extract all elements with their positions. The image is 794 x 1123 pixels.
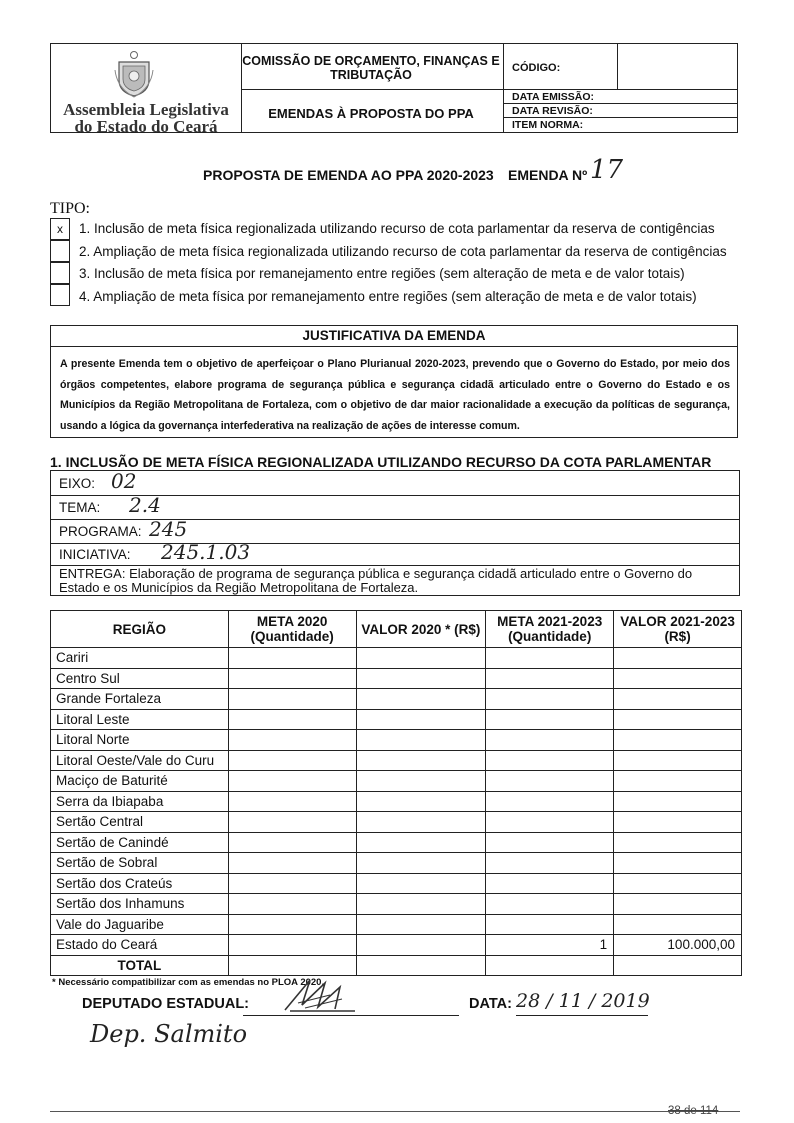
meta-2021-2023-cell[interactable]	[486, 648, 614, 669]
valor-2020-cell[interactable]	[356, 894, 486, 915]
valor-2021-2023-cell[interactable]	[614, 873, 742, 894]
header-box	[50, 43, 738, 136]
meta-2021-2023-cell[interactable]	[486, 812, 614, 833]
committee-name: COMISSÃO DE ORÇAMENTO, FINANÇAS E TRIBUTAÇÃO	[242, 54, 500, 82]
valor-2021-2023-cell[interactable]	[614, 812, 742, 833]
meta-2021-2023-cell[interactable]	[486, 914, 614, 935]
valor-2021-2023-cell[interactable]	[614, 771, 742, 792]
tipo-option-1: 1. Inclusão de meta física regionalizada utilizando recurso de cota parlamentar da reserva de contigências	[79, 221, 715, 236]
meta-2021-2023-cell[interactable]	[486, 791, 614, 812]
meta-2020-cell[interactable]	[228, 914, 356, 935]
region-name: Sertão de Sobral	[51, 853, 229, 874]
valor-2020-cell[interactable]	[356, 873, 486, 894]
valor-2020-cell[interactable]	[356, 668, 486, 689]
region-name: Grande Fortaleza	[51, 689, 229, 710]
tipo-checkbox-4[interactable]	[50, 284, 70, 306]
region-name: Sertão Central	[51, 812, 229, 833]
meta-2021-2023-cell[interactable]	[486, 668, 614, 689]
region-name: Maciço de Baturité	[51, 771, 229, 792]
region-name: Sertão dos Crateús	[51, 873, 229, 894]
entrega-text: ENTREGA: Elaboração de programa de segurança pública e segurança cidadã articulado entre o Governo do Estado e os Municípios da Região Metropolitana de Fortaleza.	[59, 566, 693, 595]
meta-2021-2023-cell[interactable]	[486, 832, 614, 853]
meta-2021-2023-cell[interactable]	[486, 689, 614, 710]
tipo-option-4: 4. Ampliação de meta física por remanejamento entre regiões (sem alteração de meta e de valor totais)	[79, 289, 697, 304]
table-row	[51, 935, 742, 956]
iniciativa-row	[51, 540, 739, 566]
valor-2021-2023-cell[interactable]	[614, 668, 742, 689]
programa-row	[51, 519, 739, 544]
meta-2020-cell[interactable]	[228, 709, 356, 730]
data-line	[516, 1015, 648, 1016]
header-meta-2021-2023: META 2021-2023 (Quantidade)	[486, 611, 614, 648]
valor-2020-cell[interactable]	[356, 730, 486, 751]
signature-line	[243, 1015, 459, 1016]
valor-2020-cell[interactable]	[356, 914, 486, 935]
deputado-label: DEPUTADO ESTADUAL:	[82, 996, 250, 1012]
deputado-name: Dep. Salmito	[90, 1020, 248, 1048]
iniciativa-value: 245.1.03	[161, 540, 251, 564]
table-row	[51, 894, 742, 915]
valor-2021-2023-cell[interactable]	[614, 648, 742, 669]
valor-2021-2023-cell[interactable]	[614, 730, 742, 751]
valor-2021-2023-cell[interactable]	[614, 914, 742, 935]
meta-2020-cell[interactable]	[228, 668, 356, 689]
meta-2020-cell[interactable]	[228, 689, 356, 710]
table-row	[51, 668, 742, 689]
valor-2020-cell[interactable]	[356, 648, 486, 669]
header-valor-2020: VALOR 2020 * (R$)	[356, 611, 486, 648]
meta-2021-2023-cell[interactable]: 1	[486, 935, 614, 956]
page-number: 38 de 114	[668, 1105, 719, 1117]
table-row	[51, 791, 742, 812]
data-label: DATA:	[469, 996, 512, 1012]
valor-2020-cell[interactable]	[356, 812, 486, 833]
tipo-option-2: 2. Ampliação de meta física regionalizada utilizando recurso de cota parlamentar da reserva de contigências	[79, 244, 727, 259]
meta-2021-2023-cell[interactable]	[486, 894, 614, 915]
valor-2021-2023-cell[interactable]	[614, 791, 742, 812]
data-revisao-label: DATA REVISÃO:	[512, 105, 593, 117]
tipo-option-3: 3. Inclusão de meta física por remanejamento entre regiões (sem alteração de meta e de valor totais)	[79, 266, 685, 281]
iniciativa-label: INICIATIVA:	[59, 547, 131, 562]
table-row	[51, 914, 742, 935]
meta-2021-2023-cell[interactable]	[486, 771, 614, 792]
header-meta-2020: META 2020 (Quantidade)	[228, 611, 356, 648]
valor-2021-2023-cell[interactable]: 100.000,00	[614, 935, 742, 956]
section-1-box	[50, 470, 740, 596]
tema-label: TEMA:	[59, 500, 101, 515]
region-name: Litoral Leste	[51, 709, 229, 730]
meta-2020-cell[interactable]	[228, 812, 356, 833]
page-title: PROPOSTA DE EMENDA AO PPA 2020-2023	[203, 167, 494, 183]
header-divider	[503, 103, 737, 104]
meta-2020-cell[interactable]	[228, 771, 356, 792]
data-value: 28 / 11 / 2019	[516, 990, 650, 1012]
valor-2021-2023-cell[interactable]	[614, 689, 742, 710]
meta-2020-cell[interactable]	[228, 832, 356, 853]
header-divider	[617, 44, 618, 90]
data-emissao-label: DATA EMISSÃO:	[512, 91, 595, 103]
table-row	[51, 709, 742, 730]
table-row	[51, 750, 742, 771]
meta-2020-cell[interactable]	[228, 853, 356, 874]
table-row	[51, 689, 742, 710]
header-divider	[241, 89, 737, 90]
justificativa-text: A presente Emenda tem o objetivo de aperfeiçoar o Plano Plurianual 2020-2023, prevendo que o Governo do Estado, por meio dos órgãos competentes, elabore programa de segurança pública e segurança cidadã articulado entre o Governo do Estado e os Municípios da Região Metropolitana de Fortaleza, com o objetivo de dar maior racionalidade a execução da políticas de segurança, usando a lógica da governança interfederativa na realização de ações de interesse comum.	[60, 358, 730, 432]
table-row	[51, 832, 742, 853]
total-label: TOTAL	[51, 955, 229, 976]
total-row	[51, 955, 742, 976]
meta-2020-cell[interactable]	[228, 648, 356, 669]
programa-label: PROGRAMA:	[59, 524, 142, 539]
meta-2020-cell[interactable]	[228, 873, 356, 894]
valor-2020-cell[interactable]	[356, 791, 486, 812]
meta-2020-cell[interactable]	[228, 750, 356, 771]
region-name: Estado do Ceará	[51, 935, 229, 956]
table-row	[51, 771, 742, 792]
emenda-number-value: 17	[590, 155, 624, 185]
region-name: Sertão de Canindé	[51, 832, 229, 853]
meta-2020-cell[interactable]	[228, 935, 356, 956]
table-row	[51, 812, 742, 833]
header-divider	[503, 117, 737, 118]
header-valor-2021-2023: VALOR 2021-2023 (R$)	[614, 611, 742, 648]
table-row	[51, 853, 742, 874]
signature-icon	[280, 975, 360, 1015]
valor-2021-2023-cell[interactable]	[614, 894, 742, 915]
valor-2021-2023-cell[interactable]	[614, 832, 742, 853]
tipo-checkbox-3[interactable]	[50, 262, 70, 284]
footnote: * Necessário compatibilizar com as emendas no PLOA 2020.	[52, 977, 325, 988]
emenda-number-label: EMENDA Nº	[508, 167, 588, 183]
item-norma-label: ITEM NORMA:	[512, 119, 584, 131]
region-name: Centro Sul	[51, 668, 229, 689]
codigo-label: CÓDIGO:	[512, 62, 561, 74]
header-regiao: REGIÃO	[51, 611, 229, 648]
justificativa-box	[50, 325, 738, 438]
table-row	[51, 873, 742, 894]
programa-value: 245	[149, 517, 188, 541]
region-name: Vale do Jaguaribe	[51, 914, 229, 935]
meta-2021-2023-cell[interactable]	[486, 853, 614, 874]
meta-2021-2023-cell[interactable]	[486, 873, 614, 894]
total-cell[interactable]	[356, 955, 486, 976]
valor-2020-cell[interactable]	[356, 935, 486, 956]
header-divider	[503, 44, 504, 132]
tipo-checkbox-1[interactable]: x	[50, 218, 70, 240]
meta-2020-cell[interactable]	[228, 791, 356, 812]
justificativa-title: JUSTIFICATIVA DA EMENDA	[51, 326, 737, 347]
bottom-rule	[50, 1111, 740, 1112]
region-name: Litoral Oeste/Vale do Curu	[51, 750, 229, 771]
region-name: Cariri	[51, 648, 229, 669]
valor-2021-2023-cell[interactable]	[614, 853, 742, 874]
valor-2020-cell[interactable]	[356, 853, 486, 874]
tema-value: 2.4	[129, 493, 161, 517]
valor-2020-cell[interactable]	[356, 750, 486, 771]
regions-table	[50, 610, 742, 976]
table-row	[51, 648, 742, 669]
section-1-title: 1. INCLUSÃO DE META FÍSICA REGIONALIZADA UTILIZANDO RECURSO DA COTA PARLAMENTAR	[50, 454, 712, 470]
institution-name: Assembleia Legislativa do Estado do Ceará	[63, 100, 229, 136]
table-row	[51, 730, 742, 751]
valor-2021-2023-cell[interactable]	[614, 750, 742, 771]
total-cell[interactable]	[486, 955, 614, 976]
meta-2021-2023-cell[interactable]	[486, 730, 614, 751]
form-name: EMENDAS À PROPOSTA DO PPA	[268, 106, 474, 121]
valor-2020-cell[interactable]	[356, 709, 486, 730]
eixo-label: EIXO:	[59, 476, 96, 491]
total-cell[interactable]	[614, 955, 742, 976]
meta-2021-2023-cell[interactable]	[486, 709, 614, 730]
valor-2020-cell[interactable]	[356, 832, 486, 853]
meta-2020-cell[interactable]	[228, 894, 356, 915]
region-name: Serra da Ibiapaba	[51, 791, 229, 812]
valor-2020-cell[interactable]	[356, 689, 486, 710]
eixo-value: 02	[111, 469, 137, 493]
valor-2021-2023-cell[interactable]	[614, 709, 742, 730]
meta-2021-2023-cell[interactable]	[486, 750, 614, 771]
region-name: Sertão dos Inhamuns	[51, 894, 229, 915]
total-cell[interactable]	[228, 955, 356, 976]
table-header-row	[51, 611, 742, 648]
meta-2020-cell[interactable]	[228, 730, 356, 751]
coat-of-arms-icon	[113, 50, 155, 98]
tipo-label: TIPO:	[50, 200, 90, 217]
valor-2020-cell[interactable]	[356, 771, 486, 792]
region-name: Litoral Norte	[51, 730, 229, 751]
tipo-checkbox-2[interactable]	[50, 240, 70, 262]
